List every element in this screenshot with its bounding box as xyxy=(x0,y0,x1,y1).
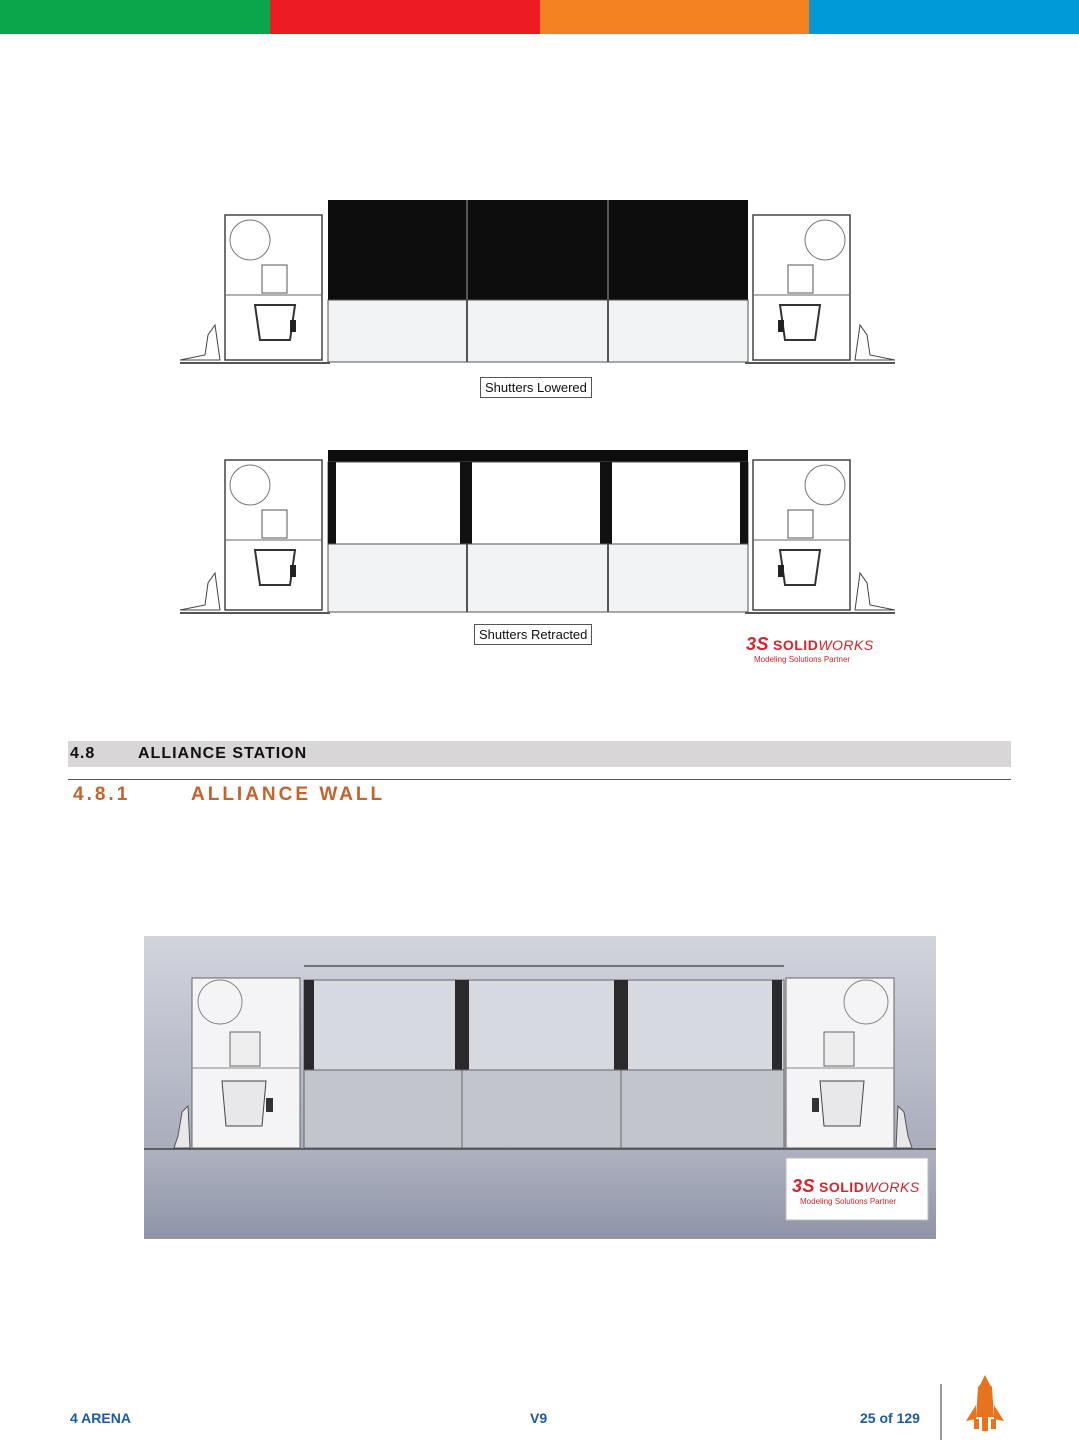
section-title: ALLIANCE STATION xyxy=(138,745,308,762)
shutters-lowered-drawing xyxy=(180,195,895,370)
color-bar-orange xyxy=(540,0,810,34)
footer-separator xyxy=(940,1384,942,1440)
footer-page-number: 25 of 129 xyxy=(860,1410,920,1426)
section-number: 4.8 xyxy=(70,745,96,762)
subsection-number: 4.8.1 xyxy=(73,784,131,805)
solidworks-logo xyxy=(746,634,874,664)
color-bar-green xyxy=(0,0,270,34)
footer-chapter: 4 ARENA xyxy=(70,1410,131,1426)
logo-tagline: Modeling Solutions Partner xyxy=(754,655,851,664)
logo-brand-solid: SOLID xyxy=(773,637,819,653)
section-divider xyxy=(68,779,1011,780)
logo-brand-works: WORKS xyxy=(818,637,874,653)
footer-version: V9 xyxy=(530,1410,548,1426)
shutters-retracted-drawing xyxy=(180,445,895,620)
logo-tagline: Modeling Solutions Partner xyxy=(800,1197,897,1206)
shutters-lowered-label: Shutters Lowered xyxy=(480,377,592,398)
color-bar-red xyxy=(270,0,540,34)
rocket-logo-icon xyxy=(960,1375,1010,1440)
section-heading-4-8 xyxy=(68,741,1011,767)
subsection-heading-4-8-1 xyxy=(73,784,385,806)
ds-logo-icon: 3S xyxy=(746,634,770,654)
color-bar-blue xyxy=(809,0,1079,34)
shutters-retracted-label: Shutters Retracted xyxy=(474,624,592,645)
subsection-title: ALLIANCE WALL xyxy=(191,784,386,805)
logo-brand-works: WORKS xyxy=(864,1179,920,1195)
logo-brand-solid: SOLID xyxy=(819,1179,865,1195)
solidworks-logo-bottom xyxy=(792,1176,920,1206)
ds-logo-icon: 3S xyxy=(792,1176,816,1196)
top-color-bar xyxy=(0,0,1079,34)
